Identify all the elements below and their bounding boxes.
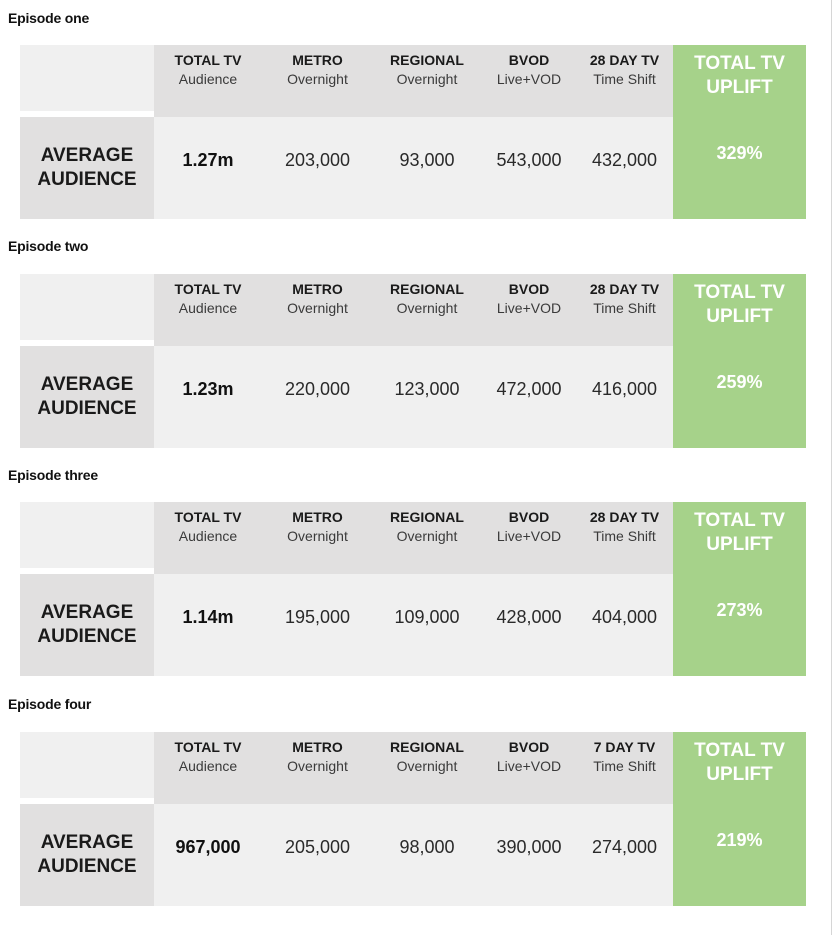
uplift-header: TOTAL TV UPLIFT [694, 282, 785, 327]
column-title: 28 DAY TV [589, 509, 660, 525]
uplift-value: 259% [716, 372, 763, 392]
column-title: 7 DAY TV [593, 739, 656, 755]
column-subtitle: Overnight [287, 758, 348, 774]
time-shift-column [576, 45, 673, 219]
metro-column [263, 502, 372, 676]
time-shift-value: 404,000 [591, 607, 658, 627]
audience-table [20, 45, 806, 219]
regional-value: 123,000 [394, 379, 460, 399]
column-subtitle: Overnight [287, 300, 348, 316]
total-tv-uplift-cell [673, 274, 806, 448]
bvod-value: 543,000 [496, 150, 562, 170]
column-title: 28 DAY TV [589, 52, 660, 68]
regional-column [372, 502, 482, 676]
column-title: TOTAL TV [174, 739, 242, 755]
column-subtitle: Overnight [396, 300, 458, 316]
column-subtitle: Live+VOD [496, 758, 562, 774]
column-subtitle: Live+VOD [496, 300, 562, 316]
uplift-header: TOTAL TV UPLIFT [694, 510, 785, 555]
column-title: 28 DAY TV [589, 281, 660, 297]
time-shift-value: 432,000 [591, 150, 658, 170]
table-corner [20, 274, 154, 340]
regional-column [372, 732, 482, 906]
column-subtitle: Audience [178, 758, 238, 774]
column-title: METRO [292, 281, 343, 297]
bvod-value: 428,000 [496, 607, 562, 627]
column-title: METRO [292, 52, 343, 68]
bvod-column [482, 502, 576, 676]
table-corner [20, 502, 154, 568]
uplift-value: 329% [716, 143, 763, 163]
time-shift-column [576, 502, 673, 676]
total-tv-column [154, 45, 262, 219]
column-subtitle: Time Shift [593, 528, 656, 544]
uplift-value: 219% [716, 830, 763, 850]
bvod-column [482, 274, 576, 448]
column-title: BVOD [508, 509, 550, 525]
total-tv-value: 1.27m [182, 150, 234, 170]
total-tv-column [154, 502, 262, 676]
audience-table [20, 274, 806, 448]
table-corner [20, 45, 154, 111]
bvod-value: 472,000 [496, 379, 562, 399]
episode-title: Episode two [8, 238, 89, 254]
regional-value: 93,000 [399, 150, 455, 170]
time-shift-value: 274,000 [591, 837, 658, 857]
column-subtitle: Overnight [287, 71, 348, 87]
average-audience-row-header: AVERAGE AUDIENCE [20, 574, 154, 676]
bvod-column [482, 45, 576, 219]
column-title: TOTAL TV [174, 281, 242, 297]
bvod-column [482, 732, 576, 906]
column-subtitle: Audience [178, 528, 238, 544]
column-title: TOTAL TV [174, 509, 242, 525]
audience-table [20, 502, 806, 676]
average-audience-row-header: AVERAGE AUDIENCE [20, 117, 154, 219]
column-title: REGIONAL [390, 281, 464, 297]
metro-value: 195,000 [284, 607, 351, 627]
total-tv-column [154, 732, 262, 906]
total-tv-uplift-cell [673, 732, 806, 906]
metro-column [263, 45, 372, 219]
time-shift-column [576, 274, 673, 448]
column-subtitle: Overnight [396, 528, 458, 544]
regional-column [372, 45, 482, 219]
average-audience-row-header: AVERAGE AUDIENCE [20, 804, 154, 906]
average-audience-row-header: AVERAGE AUDIENCE [20, 346, 154, 448]
episode-title: Episode three [8, 467, 98, 483]
column-title: BVOD [508, 52, 550, 68]
column-subtitle: Time Shift [593, 758, 656, 774]
time-shift-value: 416,000 [591, 379, 658, 399]
page-right-border [831, 0, 832, 935]
column-title: TOTAL TV [174, 52, 242, 68]
uplift-value: 273% [716, 600, 763, 620]
column-title: REGIONAL [390, 52, 464, 68]
column-subtitle: Overnight [396, 71, 458, 87]
column-title: REGIONAL [390, 509, 464, 525]
bvod-value: 390,000 [496, 837, 562, 857]
audience-table [20, 732, 806, 906]
metro-value: 220,000 [284, 379, 351, 399]
column-subtitle: Time Shift [593, 300, 656, 316]
column-subtitle: Live+VOD [496, 528, 562, 544]
column-title: METRO [292, 509, 343, 525]
metro-value: 203,000 [284, 150, 351, 170]
regional-value: 109,000 [394, 607, 460, 627]
total-tv-value: 1.23m [182, 379, 234, 399]
regional-column [372, 274, 482, 448]
column-subtitle: Overnight [287, 528, 348, 544]
metro-value: 205,000 [284, 837, 351, 857]
metro-column [263, 732, 372, 906]
time-shift-column [576, 732, 673, 906]
column-subtitle: Audience [178, 71, 238, 87]
column-subtitle: Live+VOD [496, 71, 562, 87]
column-subtitle: Audience [178, 300, 238, 316]
total-tv-uplift-cell [673, 502, 806, 676]
column-subtitle: Overnight [396, 758, 458, 774]
regional-value: 98,000 [399, 837, 455, 857]
uplift-header: TOTAL TV UPLIFT [694, 740, 785, 785]
metro-column [263, 274, 372, 448]
column-title: METRO [292, 739, 343, 755]
column-title: BVOD [508, 281, 550, 297]
column-title: REGIONAL [390, 739, 464, 755]
uplift-header: TOTAL TV UPLIFT [694, 53, 785, 98]
total-tv-column [154, 274, 262, 448]
episode-title: Episode one [8, 10, 90, 26]
episode-title: Episode four [8, 696, 92, 712]
total-tv-value: 967,000 [175, 837, 241, 857]
column-title: BVOD [508, 739, 550, 755]
column-subtitle: Time Shift [593, 71, 656, 87]
total-tv-value: 1.14m [182, 607, 234, 627]
table-corner [20, 732, 154, 798]
total-tv-uplift-cell [673, 45, 806, 219]
